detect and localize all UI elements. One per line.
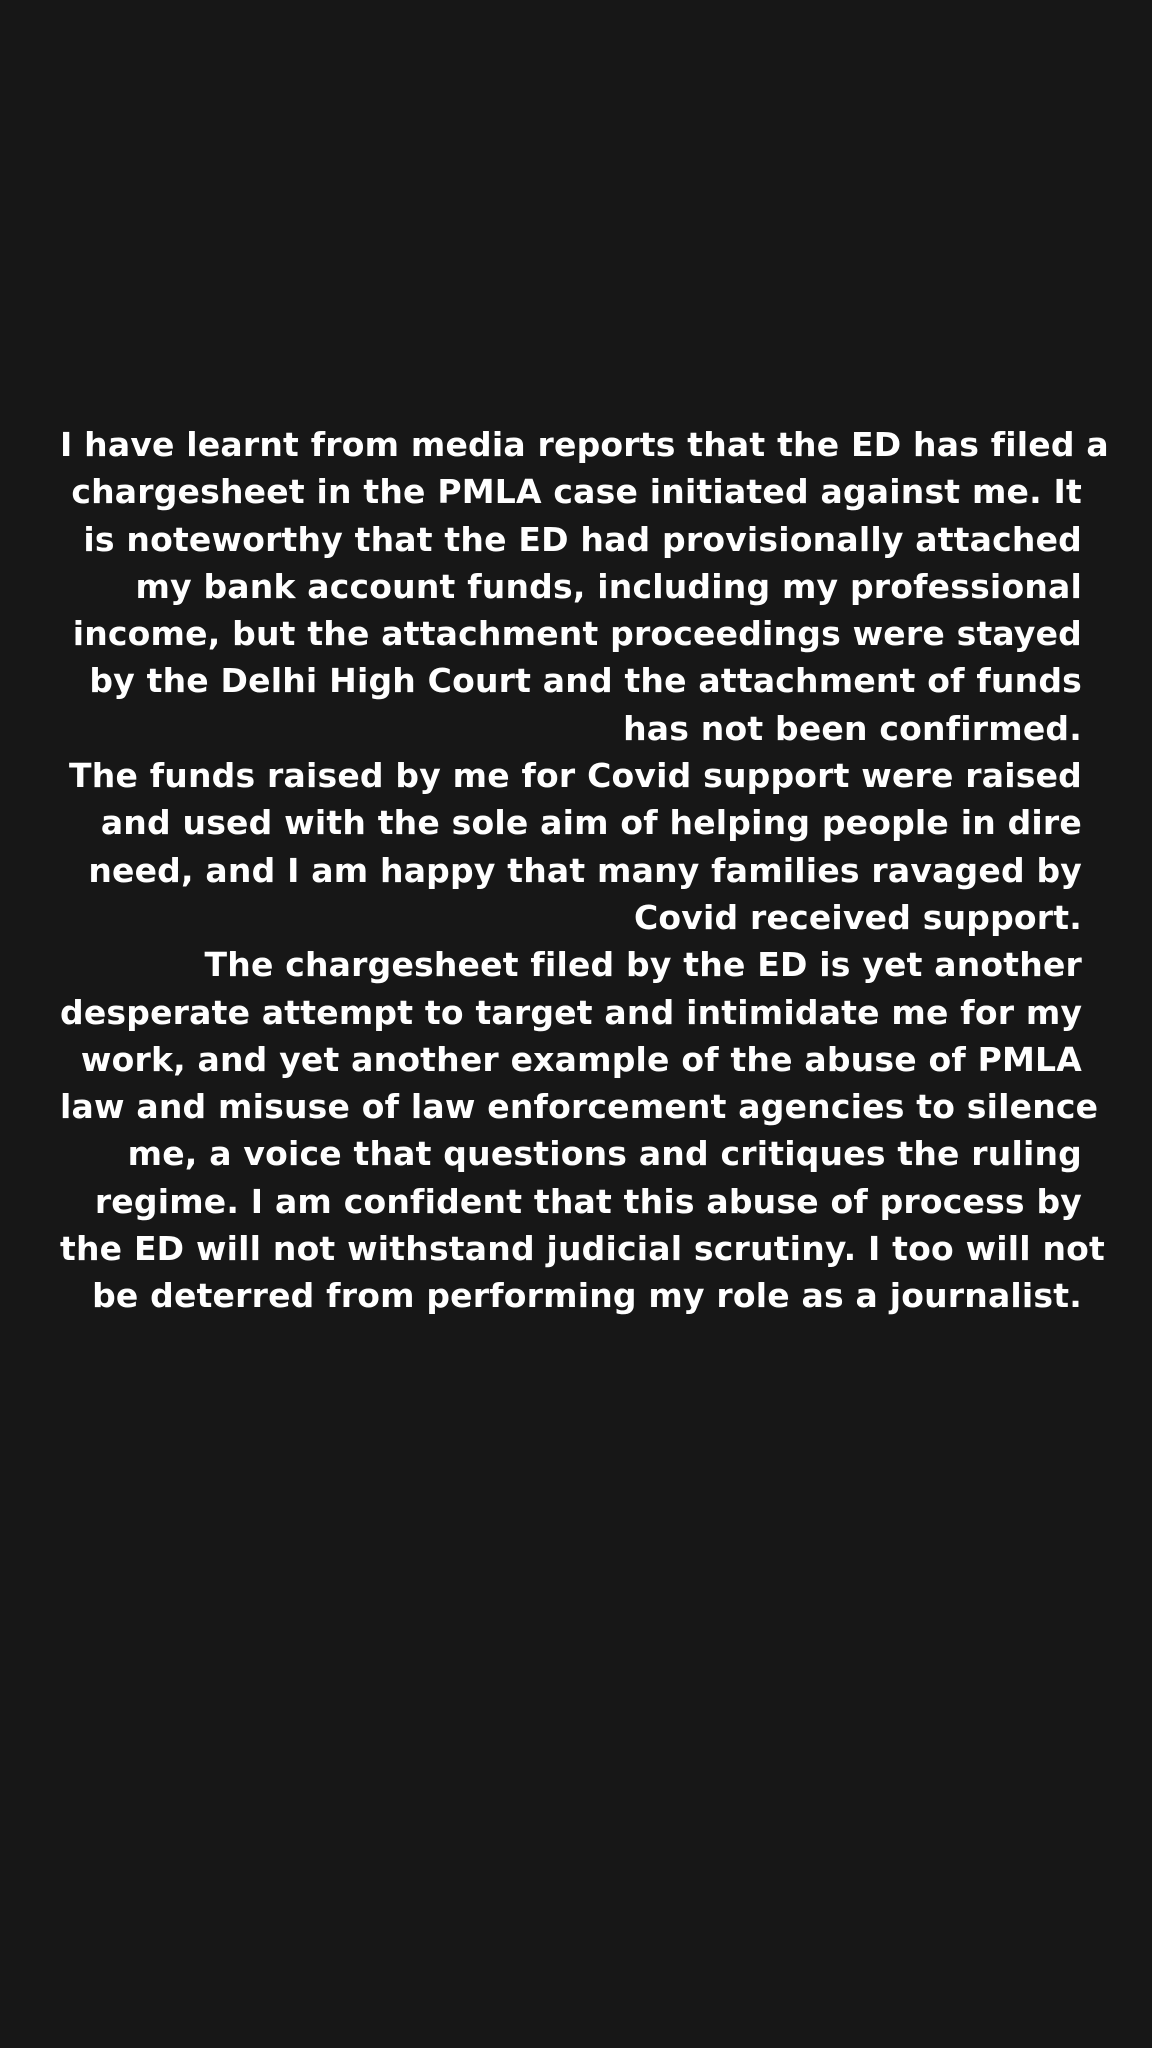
statement-line: be deterred from performing my role as a journalist. xyxy=(92,1276,1082,1316)
statement-line: my bank account funds, including my professional xyxy=(135,566,1082,606)
statement-line: Covid received support. xyxy=(634,897,1082,937)
statement-line: work, and yet another example of the abuse of PMLA xyxy=(80,1039,1082,1079)
statement-line: has not been confirmed. xyxy=(623,708,1082,748)
statement-line: income, but the attachment proceedings were stayed xyxy=(72,614,1082,654)
statement-line: is noteworthy that the ED had provisionally attached xyxy=(83,519,1082,559)
statement-line: chargesheet in the PMLA case initiated against me. It xyxy=(71,472,1082,512)
statement-line: I have learnt from media reports that the ED has filed a xyxy=(60,425,1109,464)
statement-line: me, a voice that questions and critiques the ruling xyxy=(127,1134,1082,1174)
statement-line: and used with the sole aim of helping people in dire xyxy=(100,803,1082,843)
statement-line: law and misuse of law enforcement agencies to silence xyxy=(60,1087,1099,1127)
statement-line: The chargesheet filed by the ED is yet another xyxy=(204,945,1082,985)
statement-line: The funds raised by me for Covid support were raised xyxy=(69,756,1082,796)
statement-line: regime. I am confident that this abuse of process by xyxy=(94,1181,1082,1221)
statement-line: desperate attempt to target and intimidate me for my xyxy=(60,992,1083,1032)
statement-line: need, and I am happy that many families ravaged by xyxy=(88,850,1082,890)
statement-text xyxy=(60,421,1109,1320)
statement-line: the ED will not withstand judicial scrutiny. I too will not xyxy=(60,1229,1106,1269)
statement-line: by the Delhi High Court and the attachment of funds xyxy=(89,661,1082,701)
